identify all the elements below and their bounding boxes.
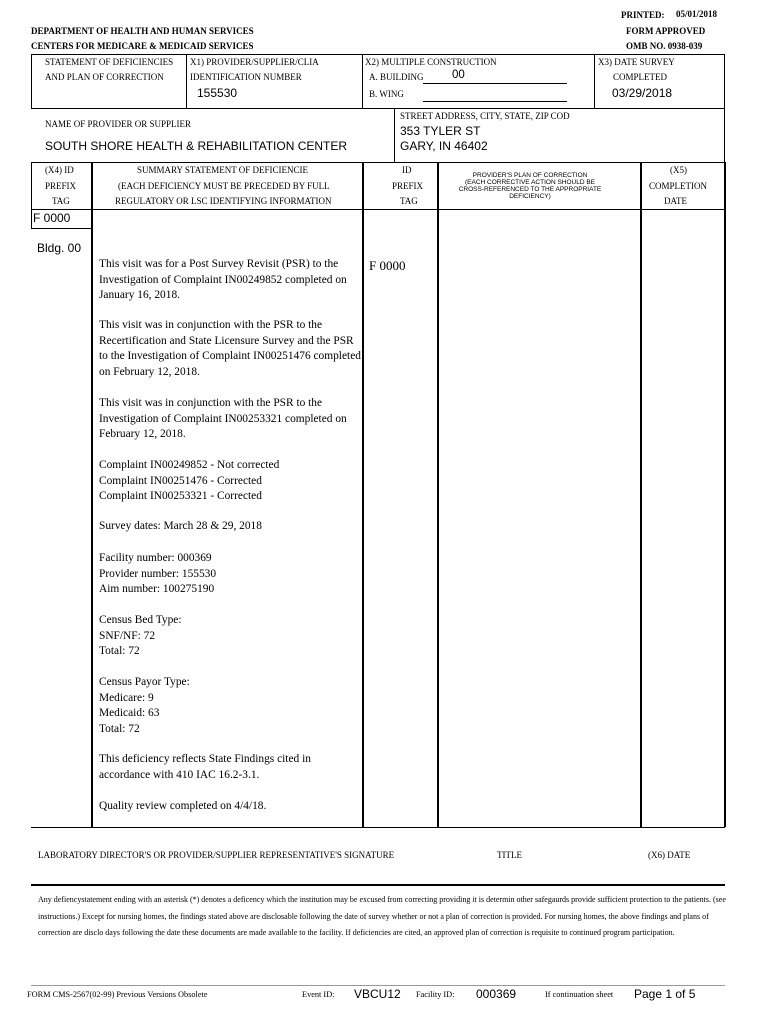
summary-sublabel: (EACH DEFICIENCY MUST BE PRECEDED BY FULL: [118, 181, 330, 191]
plan-label-line-3: CROSS-REFERENCED TO THE APPROPRIATE: [458, 186, 602, 193]
header-mid-line: [31, 108, 725, 109]
paragraph-psr-complaint: This visit was for a Post Survey Revisit (PSR) to the Investigation of Complaint IN00249852 completed on January 16, 2018.: [99, 258, 347, 301]
building-label: A. BUILDING: [369, 72, 424, 82]
prefix-tag-value: F 0000: [33, 211, 71, 225]
x5-completion-label: COMPLETION: [649, 181, 707, 191]
x6-date-label: (X6) DATE: [648, 850, 691, 860]
signature-label: LABORATORY DIRECTOR'S OR PROVIDER/SUPPLIER REPRESENTATIVE'S SIGNATURE: [38, 850, 395, 860]
department-title: DEPARTMENT OF HEALTH AND HUMAN SERVICES: [31, 26, 254, 36]
body-left-border: [31, 162, 32, 228]
x3-sublabel: COMPLETED: [613, 72, 667, 82]
paragraph-census-payor: Census Payor Type: Medicare: 9 Medicaid: 63 Total: 72: [99, 676, 190, 735]
x5-date-label: DATE: [664, 196, 687, 206]
plan-label-line-1: PROVIDER'S PLAN OF CORRECTION: [472, 172, 588, 179]
building-value: 00: [452, 69, 465, 81]
x5-label: (X5): [670, 165, 687, 175]
provider-divider: [394, 108, 395, 162]
form-approved: FORM APPROVED: [626, 26, 706, 36]
column-header-bottom-line: [31, 209, 725, 210]
address-city: GARY, IN 46402: [400, 139, 488, 153]
header-top-line: [31, 54, 725, 55]
header-divider-1: [186, 54, 187, 109]
title-label: TITLE: [497, 850, 522, 860]
event-id-label: Event ID:: [302, 990, 335, 999]
plan-label-line-2: (EACH CORRECTIVE ACTION SHOULD BE: [464, 179, 596, 186]
paragraph-psr-second: This visit was in conjunction with the PSR to the Investigation of Complaint IN00253321 completed on February 12, 2018.: [99, 397, 347, 440]
page-number: Page 1 of 5: [634, 987, 696, 1001]
id-tag-value: F 0000: [369, 258, 406, 273]
id-prefix-label: PREFIX: [392, 181, 424, 191]
facility-id-label: Facility ID:: [416, 990, 455, 999]
signature-bottom-line: [31, 884, 725, 886]
header-divider-2: [362, 54, 363, 109]
footnote: Any defiencystatement ending with an asterisk (*) denotes a deficency which the institution may be excused from correcting providing it is determin other safegaurds provide sufficient protection to the patients. (see instructions.) Except for nursing homes, the findings stated above are disclosable following the date of survey whether or not a plan of correction is provided. For nursing homes, the above findings and plans of correction are disclo days following the date these documents are made available to the facility. If deficiencies are cited, an approved plan of correction is requisite to continued program participation.: [38, 895, 726, 937]
provider-name: SOUTH SHORE HEALTH & REHABILITATION CENTER: [45, 139, 348, 153]
signature-top-line: [31, 827, 725, 828]
address-label: STREET ADDRESS, CITY, STATE, ZIP COD: [400, 111, 570, 121]
plan-label-line-4: DEFICIENCY): [509, 193, 551, 200]
paragraph-recertification: This visit was in conjunction with the PSR to the Recertification and State Licensure Survey and the PSR to the Investigation of Complaint IN00251476 completed on February 12, 2018.: [99, 319, 361, 378]
provider-bottom-line: [31, 162, 725, 163]
paragraph-quality-review: Quality review completed on 4/4/18.: [99, 800, 267, 812]
x1-label: X1) PROVIDER/SUPPLIER/CLIA: [190, 57, 319, 67]
paragraph-state-findings: This deficiency reflects State Findings cited in accordance with 410 IAC 16.2-3.1.: [99, 753, 311, 781]
survey-date-value: 03/29/2018: [612, 86, 673, 100]
provider-name-label: NAME OF PROVIDER OR SUPPLIER: [45, 119, 192, 129]
plan-label: [442, 172, 618, 200]
facility-id-value: 000369: [476, 987, 517, 1001]
plan-of-correction-label: AND PLAN OF CORRECTION: [45, 72, 164, 82]
paragraph-complaints: Complaint IN00249852 - Not corrected Complaint IN00251476 - Corrected Complaint IN00253321 - Corrected: [99, 459, 280, 502]
omb-number: OMB NO. 0938-039: [626, 41, 703, 51]
col-divider-prefix: [91, 162, 93, 827]
paragraph-census-bed: Census Bed Type: SNF/NF: 72 Total: 72: [99, 614, 182, 657]
header-divider-3: [594, 54, 595, 109]
col-divider-summary: [362, 162, 364, 827]
bldg-label: Bldg. 00: [37, 241, 82, 255]
summary-sublabel-2: REGULATORY OR LSC IDENTIFYING INFORMATION: [115, 196, 332, 206]
body-right-border: [724, 162, 726, 827]
statement-label: STATEMENT OF DEFICIENCIES: [45, 57, 174, 67]
paragraph-survey-dates: Survey dates: March 28 & 29, 2018: [99, 520, 262, 532]
x4-id-label: (X4) ID: [45, 165, 74, 175]
paragraph-facility-numbers: Facility number: 000369 Provider number: 155530 Aim number: 100275190: [99, 552, 217, 595]
prefix-tag-underline: [31, 228, 91, 229]
printed-label: PRINTED:: [621, 10, 665, 20]
col-divider-plan: [640, 162, 642, 827]
x2-label: X2) MULTIPLE CONSTRUCTION: [365, 57, 497, 67]
wing-underline: [423, 101, 567, 102]
printed-date: 05/01/2018: [676, 9, 718, 19]
wing-label: B. WING: [369, 89, 404, 99]
col-divider-id: [437, 162, 439, 827]
form-number: FORM CMS-2567(02-99) Previous Versions Obsolete: [27, 990, 208, 999]
event-id-value: VBCU12: [354, 987, 401, 1001]
provider-id-value: 155530: [197, 86, 238, 100]
id-tag-label: TAG: [400, 196, 418, 206]
centers-title: CENTERS FOR MEDICARE & MEDICAID SERVICES: [31, 41, 254, 51]
id-label: ID: [402, 165, 412, 175]
building-underline: [423, 83, 567, 84]
x3-label: X3) DATE SURVEY: [598, 57, 675, 67]
address-street: 353 TYLER ST: [400, 124, 481, 138]
footer-line: [31, 985, 725, 986]
continuation-label: If continuation sheet: [545, 990, 614, 999]
x4-tag-label: TAG: [52, 196, 70, 206]
summary-label: SUMMARY STATEMENT OF DEFICIENCIE: [137, 165, 309, 175]
x1-sublabel: IDENTIFICATION NUMBER: [190, 72, 302, 82]
x4-prefix-label: PREFIX: [45, 181, 77, 191]
header-left-border: [31, 54, 32, 109]
